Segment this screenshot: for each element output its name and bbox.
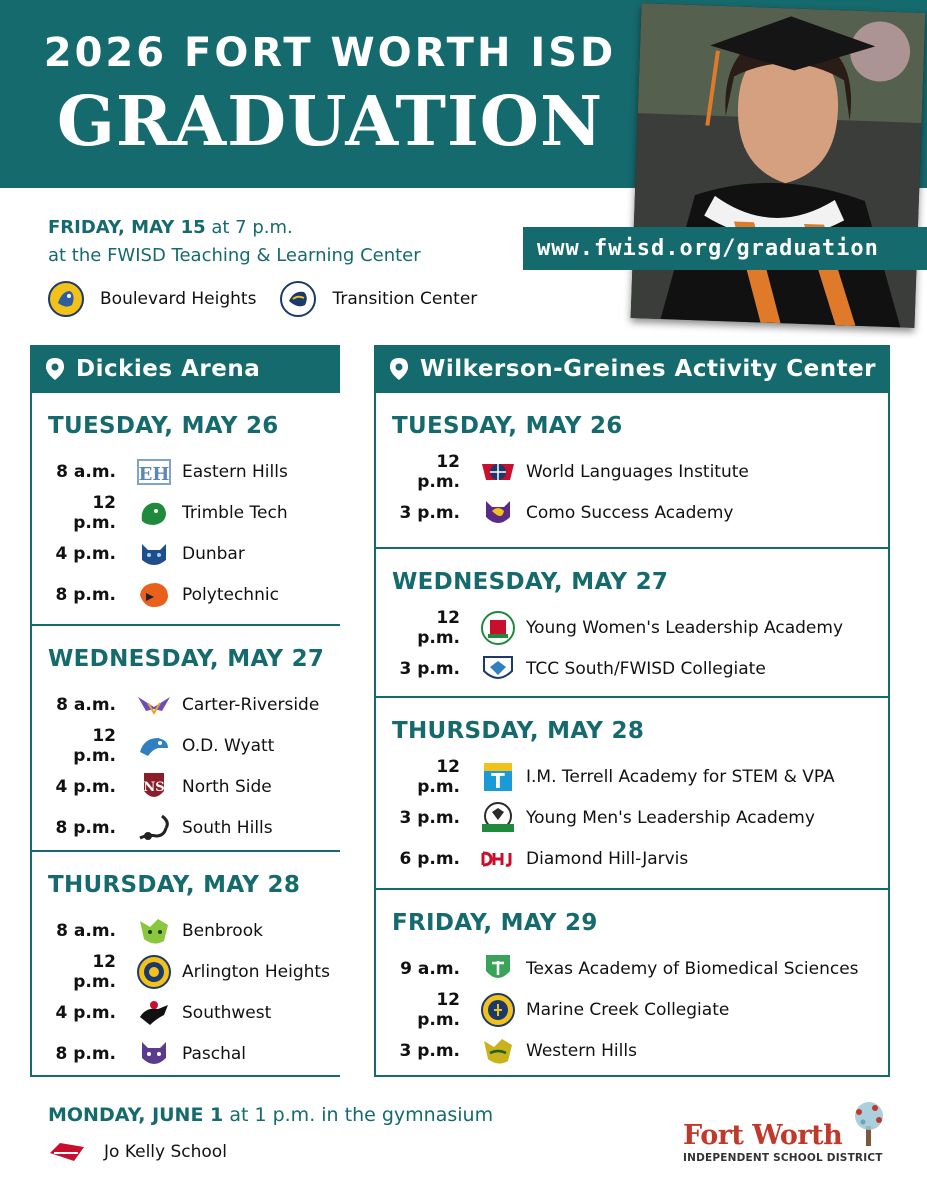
- slot-school: South Hills: [182, 817, 273, 838]
- day-block: [376, 549, 888, 698]
- schedule-row: [392, 989, 888, 1030]
- day-block: [376, 393, 888, 549]
- tcc-south-logo-icon: [480, 651, 516, 687]
- schedule-row: [48, 492, 340, 533]
- footer-day: MONDAY, JUNE 1: [48, 1104, 224, 1126]
- svg-text:NS: NS: [143, 779, 165, 795]
- schedule-row: [48, 951, 340, 992]
- footer-details: at 1 p.m. in the gymnasium: [223, 1104, 494, 1126]
- schedule-row: [392, 838, 888, 879]
- ywla-logo-icon: [480, 610, 516, 646]
- intro-school-name: Boulevard Heights: [100, 289, 257, 309]
- location-pin-icon: [44, 357, 66, 381]
- district-logo: [683, 1098, 883, 1168]
- schedule-row: [48, 574, 340, 615]
- venue-name: Wilkerson-Greines Activity Center: [420, 356, 877, 382]
- slot-time: 12 p.m.: [417, 756, 460, 797]
- schedule-row: [48, 684, 340, 725]
- od-wyatt-logo-icon: [136, 728, 172, 764]
- day-block: [32, 852, 340, 1075]
- schedule-row: [48, 807, 340, 848]
- slot-time: 6 p.m.: [399, 848, 460, 869]
- schedule-row: [48, 725, 340, 766]
- paschal-logo-icon: [136, 1036, 172, 1072]
- venue-name: Dickies Arena: [76, 356, 261, 382]
- graduation-url-link[interactable]: www.fwisd.org/graduation: [523, 227, 927, 270]
- title-graduation: GRADUATION: [56, 82, 604, 162]
- schedule-row: [48, 992, 340, 1033]
- day-title: TUESDAY, MAY 26: [48, 413, 279, 439]
- graduate-photo: [631, 3, 926, 328]
- slot-school: Dunbar: [182, 543, 245, 564]
- day-title: FRIDAY, MAY 29: [392, 910, 598, 936]
- slot-time: 8 a.m.: [56, 694, 116, 715]
- slot-school: North Side: [182, 776, 272, 797]
- slot-school: TCC South/FWISD Collegiate: [526, 658, 766, 679]
- slot-time: 12 p.m.: [73, 725, 116, 766]
- schedule-row: [48, 1033, 340, 1074]
- day-block: [32, 626, 340, 852]
- slot-school: Paschal: [182, 1043, 247, 1064]
- venue-header: [30, 345, 340, 393]
- schedule-row: [392, 492, 888, 533]
- day-title: TUESDAY, MAY 26: [392, 413, 623, 439]
- marine-creek-logo-icon: [480, 992, 516, 1028]
- intro-school-transition-center: [280, 281, 477, 317]
- footer-event-line: [48, 1104, 493, 1126]
- slot-time: 3 p.m.: [399, 807, 460, 828]
- slot-school: Trimble Tech: [182, 502, 288, 523]
- schedule-row: [392, 607, 888, 648]
- slot-school: Texas Academy of Biomedical Sciences: [526, 958, 859, 979]
- world-languages-logo-icon: [480, 454, 516, 490]
- slot-time: 8 p.m.: [55, 584, 116, 605]
- intro-school-name: Transition Center: [332, 289, 478, 309]
- venue-wilkerson-greines: [374, 345, 890, 1077]
- jo-kelly-logo-icon: [48, 1139, 86, 1165]
- venue-header: [374, 345, 890, 393]
- intro-time: at 7 p.m.: [205, 217, 293, 238]
- im-terrell-logo-icon: [480, 759, 516, 795]
- slot-school: Western Hills: [526, 1040, 637, 1061]
- schedule-row: [392, 948, 888, 989]
- polytechnic-logo-icon: [136, 577, 172, 613]
- slot-time: 12 p.m.: [417, 989, 460, 1030]
- schedule-row: [392, 797, 888, 838]
- slot-school: Young Women's Leadership Academy: [526, 617, 844, 638]
- day-title: THURSDAY, MAY 28: [392, 718, 645, 744]
- district-logo-subtitle: INDEPENDENT SCHOOL DISTRICT: [683, 1152, 883, 1164]
- intro-day: FRIDAY, MAY 15: [48, 217, 206, 238]
- venue-dickies-arena: [30, 345, 340, 1077]
- slot-school: Southwest: [182, 1002, 272, 1023]
- footer-school-name: Jo Kelly School: [104, 1142, 227, 1162]
- slot-school: Carter-Riverside: [182, 694, 320, 715]
- slot-school: Benbrook: [182, 920, 263, 941]
- district-logo-name: Fort Worth: [683, 1120, 843, 1151]
- slot-time: 12 p.m.: [417, 451, 460, 492]
- southwest-logo-icon: [136, 995, 172, 1031]
- dunbar-logo-icon: [136, 536, 172, 572]
- slot-school: O.D. Wyatt: [182, 735, 275, 756]
- slot-time: 8 a.m.: [56, 920, 116, 941]
- slot-time: 3 p.m.: [399, 1040, 460, 1061]
- ymla-logo-icon: [480, 800, 516, 836]
- schedule-row: [392, 1030, 888, 1071]
- slot-school: I.M. Terrell Academy for STEM & VPA: [526, 766, 835, 787]
- schedule-row: [392, 756, 888, 797]
- slot-school: Como Success Academy: [526, 502, 734, 523]
- schedule-row: [48, 766, 340, 807]
- schedule-row: [48, 533, 340, 574]
- arlington-heights-logo-icon: [136, 954, 172, 990]
- eastern-hills-logo-icon: [136, 454, 172, 490]
- schedule-row: [48, 451, 340, 492]
- intro-block: [48, 214, 421, 270]
- schedule-row: [48, 910, 340, 951]
- carter-riverside-logo-icon: [136, 687, 172, 723]
- slot-time: 12 p.m.: [417, 607, 460, 648]
- slot-time: 12 p.m.: [73, 492, 116, 533]
- boulevard-heights-logo-icon: [48, 281, 84, 317]
- day-block: [376, 890, 888, 1075]
- slot-time: 9 a.m.: [400, 958, 460, 979]
- transition-center-logo-icon: [280, 281, 316, 317]
- slot-time: 8 p.m.: [55, 817, 116, 838]
- intro-location: at the FWISD Teaching & Learning Center: [48, 245, 421, 266]
- slot-time: 8 p.m.: [55, 1043, 116, 1064]
- slot-school: Marine Creek Collegiate: [526, 999, 730, 1020]
- benbrook-logo-icon: [136, 913, 172, 949]
- slot-time: 3 p.m.: [399, 502, 460, 523]
- tree-icon: [845, 1098, 893, 1148]
- south-hills-logo-icon: [136, 810, 172, 846]
- day-block: [32, 393, 340, 626]
- day-block: [376, 698, 888, 890]
- slot-time: 4 p.m.: [55, 1002, 116, 1023]
- slot-school: Young Men's Leadership Academy: [526, 807, 815, 828]
- slot-time: 4 p.m.: [55, 776, 116, 797]
- day-title: THURSDAY, MAY 28: [48, 872, 301, 898]
- diamond-hill-jarvis-logo-icon: [480, 841, 516, 877]
- como-success-logo-icon: [480, 495, 516, 531]
- slot-school: Eastern Hills: [182, 461, 288, 482]
- day-title: WEDNESDAY, MAY 27: [48, 646, 325, 672]
- intro-school-boulevard-heights: [48, 281, 256, 317]
- schedule-row: [392, 648, 888, 689]
- slot-time: 12 p.m.: [73, 951, 116, 992]
- schedule-row: [392, 451, 888, 492]
- slot-school: Arlington Heights: [182, 961, 330, 982]
- footer-school: [48, 1136, 227, 1168]
- trimble-tech-logo-icon: [136, 495, 172, 531]
- slot-time: 3 p.m.: [399, 658, 460, 679]
- slot-time: 4 p.m.: [55, 543, 116, 564]
- tabs-logo-icon: [480, 951, 516, 987]
- location-pin-icon: [388, 357, 410, 381]
- svg-text:T: T: [491, 768, 505, 793]
- slot-time: 8 a.m.: [56, 461, 116, 482]
- title-year: 2026 FORT WORTH ISD: [43, 30, 617, 76]
- day-title: WEDNESDAY, MAY 27: [392, 569, 669, 595]
- svg-text:EH: EH: [138, 463, 170, 485]
- intro-schools: [48, 280, 501, 318]
- slot-school: World Languages Institute: [526, 461, 749, 482]
- slot-school: Diamond Hill-Jarvis: [526, 848, 689, 869]
- north-side-logo-icon: [136, 769, 172, 805]
- western-hills-logo-icon: [480, 1033, 516, 1069]
- slot-school: Polytechnic: [182, 584, 279, 605]
